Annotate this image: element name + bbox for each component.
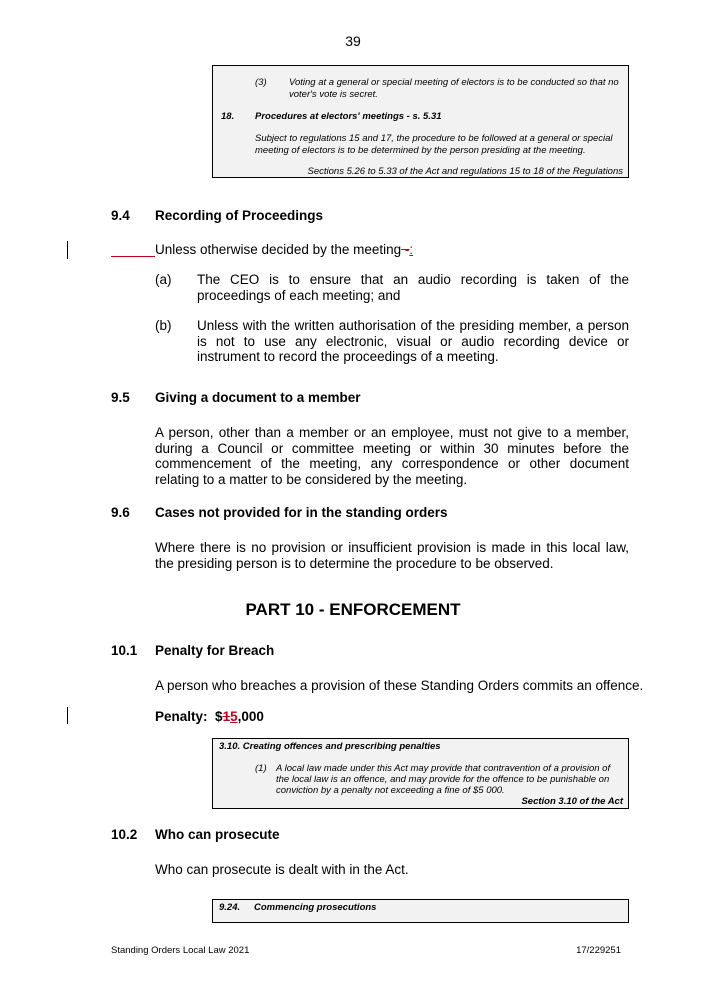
deleted-text: - (401, 242, 410, 257)
inserted-indent-mark (111, 256, 155, 257)
section-title: Recording of Proceedings (155, 208, 324, 223)
inserted-text: 5 (230, 709, 238, 724)
subsection-number: (3) (255, 77, 267, 88)
subsection-number: (1) (255, 763, 267, 774)
section-number: 9.4 (111, 208, 130, 223)
legislation-number: 9.24. (219, 902, 241, 913)
change-bar (67, 707, 68, 724)
footer-reference-number: 17/229251 (576, 945, 621, 956)
regulation-text: meeting of electors is to be determined by the person presiding at the meeting. (255, 145, 586, 156)
subsection-text: Voting at a general or special meeting of electors is to be conducted so that no (289, 77, 619, 88)
section-intro: Unless otherwise decided by the meeting -: (155, 242, 414, 257)
legislation-extract-box (212, 65, 629, 178)
section-title: Cases not provided for in the standing orders (155, 505, 448, 520)
penalty-label: Penalty: (155, 709, 208, 724)
change-bar (67, 241, 68, 259)
list-item-text: Unless with the written authorisation of the presiding member, a person is not to use any electronic, visual or audio recording device or instrument to record the proceedings of a meeting. (197, 318, 629, 364)
regulation-number: 18. (221, 111, 235, 122)
list-item-text: The CEO is to ensure that an audio recording is taken of the proceedings of each meeting; and (197, 272, 629, 303)
legislation-reference: Section 3.10 of the Act (521, 796, 623, 807)
regulation-text: Subject to regulations 15 and 17, the procedure to be followed at a general or special (255, 133, 613, 144)
section-title: Penalty for Breach (155, 643, 275, 658)
section-title: Who can prosecute (155, 827, 280, 842)
section-text: Where there is no provision or insufficient provision is made in this local law, the presiding person is to determine the procedure to be observed. (155, 540, 629, 571)
subsection-text: the local law is an offence, and may provide for the offence to be punishable on (276, 774, 610, 785)
section-text: A person, other than a member or an employee, must not give to a member, during a Council or committee meeting or within 30 minutes before the commencement of the meeting, any correspondence or other document relating to a matter to be considered by the meeting. (155, 425, 629, 487)
section-number: 10.1 (111, 643, 138, 658)
legislation-reference: Sections 5.26 to 5.33 of the Act and regulations 15 to 18 of the Regulations (307, 166, 623, 177)
legislation-extract-box (212, 738, 629, 809)
section-number: 9.5 (111, 390, 130, 405)
section-title: Giving a document to a member (155, 390, 361, 405)
inserted-text: : (409, 242, 414, 257)
penalty-line: Penalty: $15,000 (155, 709, 264, 724)
section-number: 9.6 (111, 505, 130, 520)
section-text: A person who breaches a provision of these Standing Orders commits an offence. (155, 678, 644, 693)
legislation-title: 3.10. Creating offences and prescribing penalties (219, 741, 441, 752)
list-label: (a) (155, 272, 172, 287)
page-number: 39 (345, 33, 361, 49)
subsection-text: voter's vote is secret. (289, 89, 378, 100)
section-text: Who can prosecute is dealt with in the Act. (155, 862, 409, 877)
part-heading: PART 10 - ENFORCEMENT (245, 600, 461, 619)
deleted-text: 1 (222, 709, 231, 724)
list-label: (b) (155, 318, 172, 333)
footer-document-title: Standing Orders Local Law 2021 (111, 945, 250, 956)
subsection-text: A local law made under this Act may provide that contravention of a provision of (276, 763, 611, 774)
legislation-title: Commencing prosecutions (254, 902, 377, 913)
section-number: 10.2 (111, 827, 138, 842)
regulation-title: Procedures at electors' meetings - s. 5.31 (255, 111, 442, 122)
subsection-text: conviction by a penalty not exceeding a fine of $5 000. (276, 785, 505, 796)
legislation-extract-box (212, 899, 629, 923)
